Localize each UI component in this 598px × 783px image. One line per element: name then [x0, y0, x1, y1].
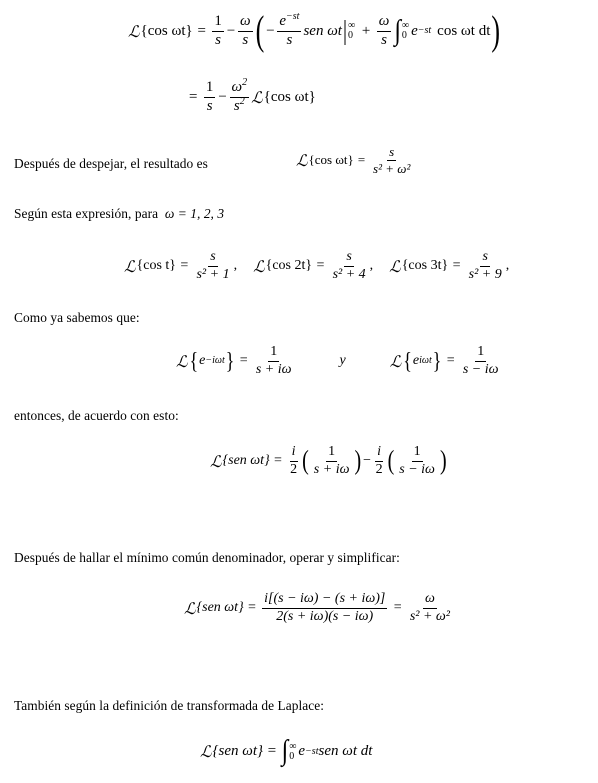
laplace-symbol: ℒ [251, 87, 263, 107]
laplace-symbol: ℒ [176, 351, 188, 371]
equation-result-cos: ℒ {cos ωt} = $\frac{s}{\text{s² + ω²}}$ [296, 144, 411, 176]
eq1-frac-exp-s: $\frac{e^{-st}}{s}$ [279, 11, 300, 48]
laplace-symbol: ℒ [210, 451, 222, 471]
equation-sen-combo: ℒ {sen ωt} = $\frac{i}{2}$ ( $\frac{1}{s + i\omega}$ ) − $\frac{i}{2}$ ( $\frac{1}{s - i\omega}$ ) [210, 444, 447, 477]
sen-combo-i-over-2-a: $\frac{i}{2}$ [290, 444, 298, 477]
sen-def-integral-limits: ∞ 0 [289, 740, 297, 762]
eq1-integral-end: cos ωt dt [437, 22, 491, 39]
eq2-frac-omega2-s2: $\frac{\omega^2}{s^2}$ [231, 77, 248, 114]
eq1-sen-part: sen ωt [303, 22, 342, 39]
equation-examples: ℒ {cos t} = $\frac{s}{\text{s² + 1}}$ , ℒ {cos 2t} = $\frac{s}{\text{s² + 4}}$ , ℒ {cos 3t} = $\frac{s}{\text{s² + 9}}$ , [124, 249, 510, 282]
laplace-symbol: ℒ [200, 742, 212, 761]
eq1-eval-limits: ∞ 0 [347, 20, 356, 42]
laplace-symbol: ℒ [128, 21, 140, 41]
integral-sign: ∫ [281, 735, 289, 767]
text-entonces: entonces, de acuerdo con esto: [14, 408, 179, 423]
sen-combo-i-over-2-b: $\frac{i}{2}$ [375, 444, 383, 477]
equation-sen-definition: ℒ {sen ωt} = ∫ ∞ 0 e −st sen ωt dt [200, 735, 373, 767]
equation-cos-recurrence: = $\frac{1}{s}$ − $\frac{\omega^2}{s^2}$ ℒ {cos ωt} [188, 77, 316, 114]
laplace-symbol: ℒ [253, 256, 265, 276]
exp-right-fraction: $\frac{1}{s - i\omega}$ [462, 344, 499, 377]
result-fraction: $\frac{s}{\text{s² + ω²}}$ [373, 144, 411, 176]
eq2-frac-1-s: $\frac{1}{s}$ [205, 79, 214, 114]
integral-sign: ∫ [394, 15, 401, 47]
text-despues-hallar: Después de hallar el mínimo común denominador, operar y simplificar: [14, 550, 400, 565]
sen-combo-frac-a: $\frac{1}{s + i\omega}$ [313, 444, 350, 477]
text-despues-despejar: Después de despejar, el resultado es [14, 156, 208, 171]
equation-sen-simplified: ℒ {sen ωt} = $\frac{i[(s - i\omega) - (s + i\omega)]}{2(s + i\omega)(s - i\omega)}$ = $\frac{\omega}{\text{s² + ω²}}$ [184, 591, 450, 624]
laplace-symbol: ℒ [184, 598, 196, 618]
laplace-symbol: ℒ [389, 256, 401, 276]
sen-combo-frac-b: $\frac{1}{s - i\omega}$ [399, 444, 435, 477]
laplace-symbol: ℒ [296, 150, 308, 170]
eq1-lhs: {cos ωt} [140, 22, 193, 39]
equation-exp-pair: ℒ { e −iωt } = $\frac{1}{s + i\omega}$ y ℒ { e iωt } = $\frac{1}{s - i\omega}$ [176, 344, 499, 377]
eq1-integral-limits: ∞ 0 [401, 20, 410, 42]
text-segun-expresion: Según esta expresión, para ω = 1, 2, 3 [14, 206, 225, 221]
eq1-frac-1-s: $\frac{1}{s}$ [214, 13, 222, 48]
equation-laplace-cos-integration: ℒ {cos ωt} = $\frac{1}{s}$ − $\frac{\omega}{s}$ ( − $\frac{e^{-st}}{s}$ sen ωt | ∞ 0 + $\frac{\omega}{s}$ ∫ ∞ 0 e −st cos ωt dt ) [128, 7, 501, 54]
omega-values: ω = 1, 2, 3 [164, 206, 225, 221]
example-1-fraction: $\frac{s}{\text{s² + 1}}$ [196, 249, 230, 282]
sen-simpl-result-fraction: $\frac{\omega}{\text{s² + ω²}}$ [409, 591, 450, 624]
laplace-symbol: ℒ [124, 256, 136, 276]
exp-left-fraction: $\frac{1}{s + i\omega}$ [255, 344, 292, 377]
text-tambien-segun: También según la definición de transformada de Laplace: [14, 698, 325, 713]
example-3-fraction: $\frac{s}{\text{s² + 9}}$ [468, 249, 502, 282]
text-como-ya-sabemos: Como ya sabemos que: [14, 310, 140, 325]
laplace-symbol: ℒ [389, 351, 402, 371]
sen-simpl-main-fraction: $\frac{i[(s - i\omega) - (s + i\omega)]}{2(s + i\omega)(s - i\omega)}$ [264, 591, 386, 624]
word-y: y [339, 353, 346, 369]
eq1-frac-omega-s: $\frac{\omega}{s}$ [239, 13, 251, 48]
eq1-frac-omega-s-2: $\frac{\omega}{s}$ [378, 13, 390, 48]
example-2-fraction: $\frac{s}{\text{s² + 4}}$ [332, 249, 366, 282]
